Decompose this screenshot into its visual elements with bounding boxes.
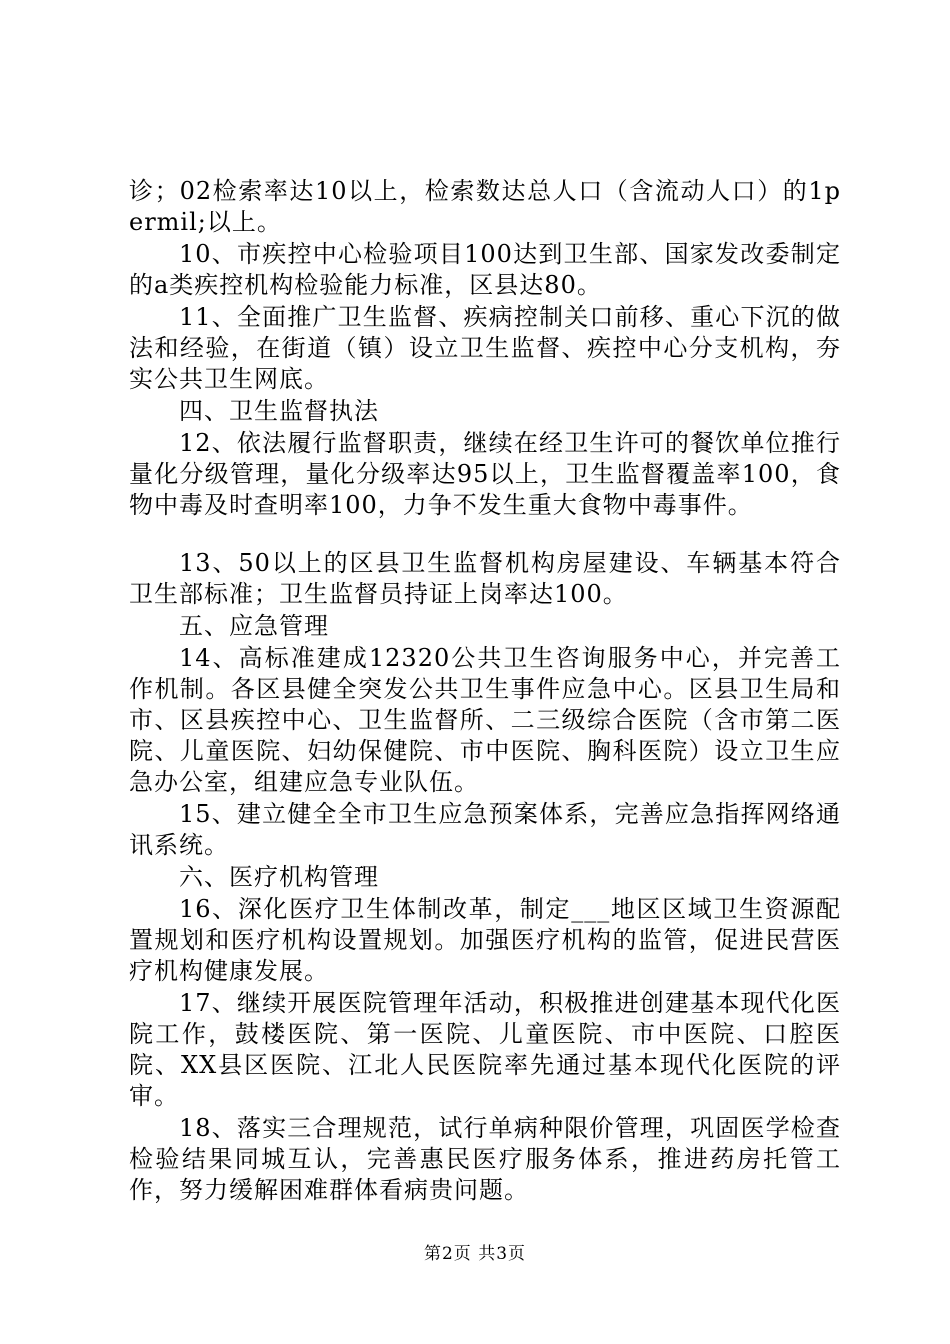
paragraph-item-11: 11、全面推广卫生监督、疾病控制关口前移、重心下沉的做法和经验，在街道（镇）设立卫生监督、疾控中心分支机构，夯实公共卫生网底。 bbox=[129, 303, 841, 393]
section-heading-6: 六、医疗机构管理 bbox=[179, 863, 379, 891]
paragraph-item-14: 14、高标准建成12320公共卫生咨询服务中心，并完善工作机制。各区县健全突发公共卫生事件应急中心。区县卫生局和市、区县疾控中心、卫生监督所、二三级综合医院（含市第二医院、儿童医院、妇幼保健院、市中医院、胸科医院）设立卫生应急办公室，组建应急专业队伍。 bbox=[129, 644, 841, 796]
paragraph-item-13: 13、50以上的区县卫生监督机构房屋建设、车辆基本符合卫生部标准；卫生监督员持证上岗率达100。 bbox=[129, 549, 841, 608]
paragraph-continuation: 诊；02检索率达10以上，检索数达总人口（含流动人口）的1permil;以上。 bbox=[129, 177, 841, 236]
paragraph-item-17: 17、继续开展医院管理年活动，积极推进创建基本现代化医院工作，鼓楼医院、第一医院、儿童医院、市中医院、口腔医院、XX县区医院、江北人民医院率先通过基本现代化医院的评审。 bbox=[129, 989, 841, 1110]
document-body bbox=[129, 176, 841, 1207]
page-number-footer: 第2页 共3页 bbox=[423, 1244, 527, 1264]
paragraph-item-15: 15、建立健全全市卫生应急预案体系，完善应急指挥网络通讯系统。 bbox=[129, 800, 841, 859]
section-heading-4: 四、卫生监督执法 bbox=[179, 397, 379, 425]
paragraph-item-16: 16、深化医疗卫生体制改革，制定___地区区域卫生资源配置规划和医疗机构设置规划。加强医疗机构的监管，促进民营医疗机构健康发展。 bbox=[129, 895, 841, 985]
paragraph-item-12: 12、依法履行监督职责，继续在经卫生许可的餐饮单位推行量化分级管理，量化分级率达95以上，卫生监督覆盖率100，食物中毒及时查明率100，力争不发生重大食物中毒事件。 bbox=[129, 429, 841, 519]
paragraph-item-18: 18、落实三合理规范，试行单病种限价管理，巩固医学检查检验结果同城互认，完善惠民医疗服务体系，推进药房托管工作，努力缓解困难群体看病贵问题。 bbox=[129, 1114, 841, 1204]
paragraph-item-10: 10、市疾控中心检验项目100达到卫生部、国家发改委制定的a类疾控机构检验能力标准，区县达80。 bbox=[129, 240, 841, 299]
section-heading-5: 五、应急管理 bbox=[179, 612, 329, 640]
paragraph-spacer bbox=[129, 522, 841, 548]
